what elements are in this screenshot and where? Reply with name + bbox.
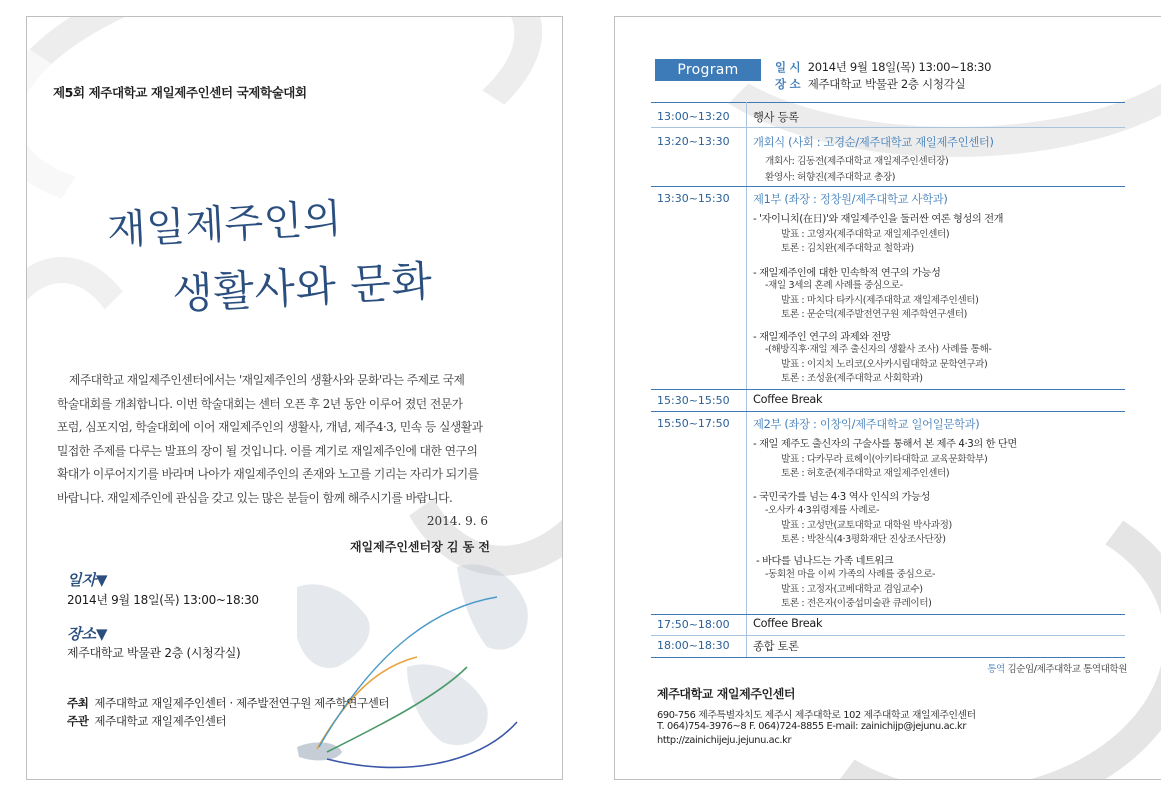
- row-divider: [651, 127, 1125, 128]
- part2-topic: - 바다를 넘나드는 가족 네트워크: [756, 556, 894, 567]
- row-time: 13:30~15:30: [657, 192, 730, 205]
- table-bottom-rule: [651, 657, 1125, 658]
- organization-name: 제주대학교 재일제주인센터: [657, 687, 796, 701]
- signature-name: 재일제주인센터장 김 동 전: [349, 540, 490, 554]
- row-time: 18:00~18:30: [657, 639, 730, 652]
- row-divider: [651, 389, 1125, 390]
- intro-paragraph: [57, 369, 537, 510]
- main-title-line1: 재일제주인의: [106, 195, 344, 255]
- part2-topic: - 재일 제주도 출신자의 구술사를 통해서 본 제주 4·3의 한 단면: [753, 439, 1017, 450]
- opening-address: 개회사: 김동전(제주대학교 재일제주인센터장): [765, 156, 949, 167]
- intro-line: 포럼, 심포지엄, 학술대회에 이어 재일제주인의 생활사, 개념, 제주4·3, 민속 등 실생활과: [57, 420, 483, 434]
- host-line: [67, 695, 389, 711]
- part2-topic: - 국민국가를 넘는 4·3 역사 인식의 가능성: [753, 492, 930, 503]
- host-label: 주최: [67, 696, 89, 710]
- intro-line: 확대가 이루어지기를 바라며 나아가 재일제주인의 존재와 노고를 기리는 자리가 되기를: [57, 467, 479, 481]
- part2-discussant: 토론 : 전은자(이중섭미술관 큐레이터): [781, 598, 932, 609]
- row-divider: [651, 411, 1125, 412]
- part2-presenter: 발표 : 다카무라 료헤이(아키타대학교 교육문화학부): [781, 454, 988, 465]
- row-time: 13:00~13:20: [657, 110, 730, 123]
- row-title: 개회식 (사회 : 고경순/제주대학교 재일제주인센터): [753, 136, 994, 149]
- table-top-rule: [651, 102, 1125, 103]
- part1-topic: - 재일제주인 연구의 과제와 전망: [753, 332, 891, 343]
- intro-line: 바랍니다. 재일제주인에 관심을 갖고 있는 많은 분들이 함께 해주시기를 바랍니다.: [57, 490, 453, 505]
- row-divider: [651, 614, 1125, 615]
- address: 690-756 제주특별자치도 제주시 제주대학로 102 제주대학교 재일제주인센터: [657, 710, 976, 721]
- part1-presenter: 발표 : 이지치 노리코(오사카시립대학교 문학연구과): [781, 359, 988, 370]
- row-title: 종합 토론: [753, 640, 799, 653]
- part2-discussant: 토론 : 허호준(제주대학교 재일제주인센터): [781, 468, 950, 479]
- place-value: 제주대학교 박물관 2층 (시청각실): [67, 646, 241, 660]
- row-time: 17:50~18:00: [657, 618, 730, 631]
- part1-presenter: 발표 : 마치다 타카시(제주대학교 재일제주인센터): [781, 295, 979, 306]
- row-title: Coffee Break: [753, 393, 823, 406]
- right-page: [614, 16, 1161, 780]
- host-value: 제주대학교 재일제주인센터 · 제주발전연구원 제주학연구센터: [94, 696, 390, 710]
- program-place-line: [775, 76, 965, 92]
- row-time: 15:50~17:50: [657, 417, 730, 430]
- row-divider: [651, 635, 1125, 636]
- website-link[interactable]: http://zainichijeju.jejunu.ac.kr: [657, 735, 792, 746]
- part1-topic: - 재일제주인에 대한 민속학적 연구의 가능성: [753, 268, 941, 279]
- program-date-value: 2014년 9월 18일(목) 13:00~18:30: [807, 60, 992, 74]
- row-title: 제1부 (좌장 : 정창원/제주대학교 사학과): [753, 193, 948, 206]
- part1-discussant: 토론 : 조성윤(제주대학교 사회학과): [781, 373, 923, 384]
- intro-line: 학술대회를 개최합니다. 이번 학술대회는 센터 오픈 후 2년 동안 이루어 졌던 전문가: [57, 396, 463, 411]
- part1-discussant: 토론 : 김치완(제주대학교 철학과): [781, 243, 914, 254]
- part2-presenter: 발표 : 고성만(교토대학교 대학원 박사과정): [781, 520, 952, 531]
- part1-subtitle: -(해방직후·재일 제주 출신자의 생활사 조사) 사례를 통해-: [765, 344, 992, 355]
- program-place-label: 장 소: [775, 77, 801, 91]
- program-date-label: 일 시: [775, 60, 801, 74]
- left-page: [26, 16, 563, 780]
- signature-date: 2014. 9. 6: [426, 514, 488, 528]
- row-time: 13:20~13:30: [657, 135, 730, 148]
- intro-line: 제주대학교 재일제주인센터에서는 '재일제주인의 생활사와 문화'라는 주제로 국제: [69, 373, 465, 387]
- place-heading: 장소▼: [67, 625, 108, 643]
- part1-subtitle: -재일 3세의 혼례 사례를 중심으로-: [765, 280, 903, 291]
- part2-discussant: 토론 : 박찬식(4·3평화재단 진상조사단장): [781, 534, 946, 545]
- map-of-korea-japan-icon: [257, 547, 557, 777]
- organizer-value: 제주대학교 재일제주인센터: [94, 714, 227, 728]
- date-value: 2014년 9월 18일(목) 13:00~18:30: [67, 593, 259, 607]
- row-title: 제2부 (좌장 : 이창익/제주대학교 일어일문학과): [753, 418, 980, 431]
- part1-presenter: 발표 : 고영자(제주대학교 재일제주인센터): [781, 229, 950, 240]
- interpreter-line: [987, 661, 1127, 675]
- row-title: Coffee Break: [753, 617, 823, 630]
- conference-title: 제5회 제주대학교 재일제주인센터 국제학술대회: [53, 85, 307, 100]
- organizer-line: [67, 713, 226, 729]
- main-title-line2: 생활사와 문화: [171, 256, 434, 319]
- row-divider: [651, 186, 1125, 187]
- contact-info: T. 064)754-3976~8 F. 064)724-8855 E-mail: zainichijp@jejunu.ac.kr: [657, 721, 967, 732]
- part2-subtitle: -동회천 마을 이씨 가족의 사례를 중심으로-: [765, 569, 936, 580]
- date-heading: 일자▼: [67, 571, 108, 589]
- part1-discussant: 토론 : 문순덕(제주발전연구원 제주학연구센터): [781, 309, 967, 320]
- part1-topic: - '자이니치(在日)'와 재일제주인을 둘러싼 여론 형성의 전개: [753, 214, 1004, 225]
- part2-subtitle: -오사카 4·3위령제를 사례로-: [765, 505, 880, 516]
- intro-line: 밀접한 주제를 다루는 발표의 장이 될 것입니다. 이를 계기로 재일제주인에 대한 연구의: [57, 443, 478, 458]
- part2-presenter: 발표 : 고정자(고베대학교 겸임교수): [781, 584, 923, 595]
- interpreter-label: 통역: [987, 664, 1005, 675]
- program-place-value: 제주대학교 박물관 2층 시청각실: [807, 77, 966, 91]
- welcome-address: 환영사: 허향진(제주대학교 총장): [765, 172, 896, 183]
- row-time: 15:30~15:50: [657, 394, 730, 407]
- organizer-label: 주관: [67, 714, 89, 728]
- row-title: 행사 등록: [753, 111, 799, 124]
- program-date-line: [775, 59, 991, 75]
- interpreter-value: 김순임/제주대학교 통역대학원: [1007, 664, 1127, 675]
- program-label: Program: [655, 59, 761, 81]
